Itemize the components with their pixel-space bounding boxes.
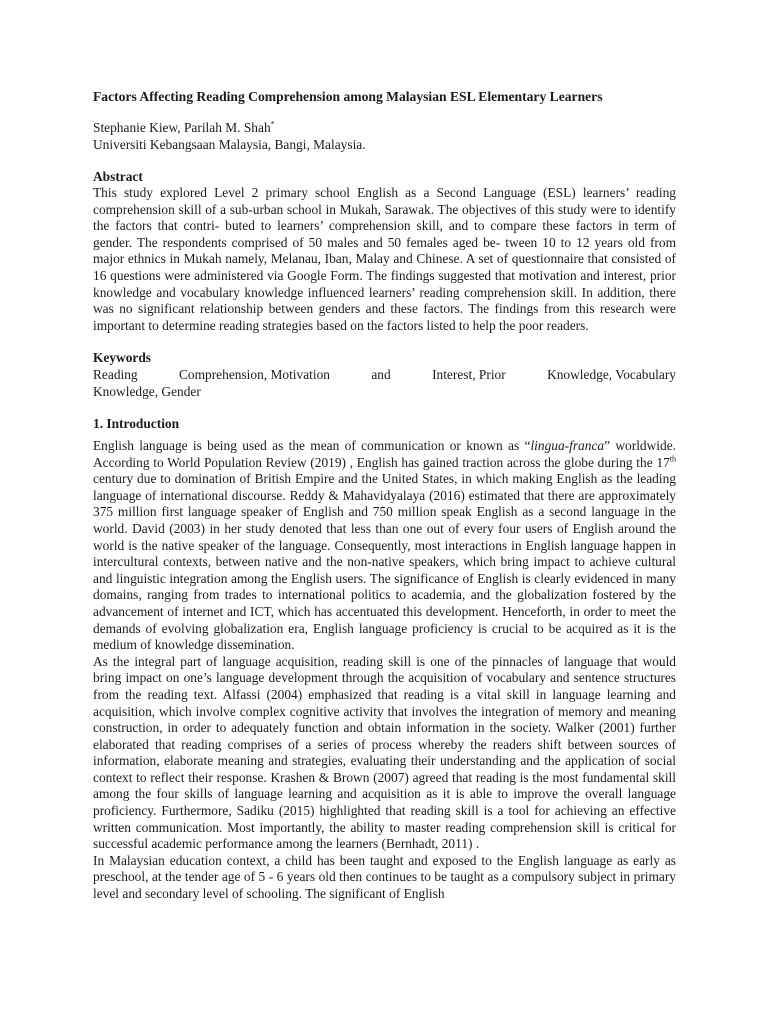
paragraph: English language is being used as the mean of communication or known as “lingua-franca” worldwide. According to World Population Review (2019) , English has gained traction across the globe during the 17th century due to domination of British Empire and the United States, in which making English as the leading language of international discourse. Reddy & Mahavidyalaya (2016) estimated that there are approximately 375 million first language speaker of English and 750 million speak English as a second language in the world. David (2003) in her study denoted that less than one out of every four users of English around the world is the native speaker of the language. Consequently, most interactions in English language happen in intercultural contexts, between native and the non-native speakers, which bring impact to achieve cultural and linguistic integration among the English users. The significance of English is clearly evidenced in many domains, ranging from trades to international politics to academia, and the globalization fostered by the advancement of internet and ICT, which has accentuated this development. Henceforth, in order to meet the demands of evolving globalization era, English language proficiency is crucial to be acquired as it is the medium of knowledge dissemination. [93, 438, 676, 653]
keywords-line-2: Knowledge, Gender [93, 383, 201, 399]
abstract-heading: Abstract [93, 169, 143, 184]
author-affiliation: Universiti Kebangsaan Malaysia, Bangi, Malaysia. [93, 136, 366, 152]
section-heading-introduction: 1. Introduction [93, 416, 180, 431]
abstract-text: This study explored Level 2 primary school English as a Second Language (ESL) learners’ reading comprehension skill of a sub-urban school in Mukah, Sarawak. The objectives of this study were to identify the factors that contri- buted to learners’ comprehension skill, and to compare these factors in term of gender. The respondents comprised of 50 males and 50 females aged be- tween 10 to 12 years old from major ethnics in Mukah namely, Melanau, Iban, Malay and Chinese. A set of questionnaire that consisted of 16 questions were administered via Google Form. The findings suggested that motivation and interest, prior knowledge and vocabulary knowledge influenced learners’ reading comprehension skill. In addition, there was no significant relationship between genders and these factors. The findings from this research were important to determine reading strategies based on the factors listed to help the poor readers. [93, 185, 676, 333]
keyword-fragment: Knowledge, Vocabulary [547, 367, 676, 382]
keyword-fragment: Interest, Prior [432, 367, 506, 382]
keywords-line-1 [93, 367, 676, 384]
author-names-line [93, 120, 676, 137]
corresponding-author-mark: * [270, 119, 275, 129]
keyword-fragment: Comprehension, Motivation [178, 367, 330, 382]
keywords-text [93, 367, 676, 400]
paragraph: As the integral part of language acquisition, reading skill is one of the pinnacles of language that would bring impact on one’s language development through the acquisition of vocabulary and sentence structures from the reading text. Alfassi (2004) emphasized that reading is a vital skill in language learning and acquisition, which involve complex cognitive activity that involves the integration of memory and meaning construction, in order to adequately function and obtain information in the society. Walker (2001) further elaborated that reading comprises of a series of process whereby the readers shift between sources of information, elaborate meaning and strategies, evaluating their understanding and the application of social context to reflect their response. Krashen & Brown (2007) agreed that reading is the most fundamental skill among the four skills of language learning and acquisition as it is able to improve the overall language proficiency. Furthermore, Sadiku (2015) highlighted that reading skill is a tool for achieving an effective written communication. Most importantly, the ability to master reading comprehension skill is critical for successful academic performance among the learners (Bernhadt, 2011) . [93, 653, 676, 852]
lingua-franca-term: lingua-franca [530, 438, 605, 453]
keyword-fragment: Reading [93, 367, 138, 382]
author-names: Stephanie Kiew, Parilah M. Shah [93, 120, 271, 135]
paragraph: In Malaysian education context, a child has been taught and exposed to the English language as early as preschool, at the tender age of 5 - 6 years old then continues to be taught as a compulsory subject in primary level and secondary level of schooling. The significant of English [93, 852, 676, 902]
keywords-heading: Keywords [93, 350, 152, 365]
keyword-fragment: and [371, 367, 391, 382]
introduction-body [93, 438, 676, 903]
paper-title: Factors Affecting Reading Comprehension among Malaysian ESL Elementary Learners [93, 89, 603, 104]
author-block [93, 120, 676, 153]
ordinal-superscript: th [669, 454, 676, 464]
